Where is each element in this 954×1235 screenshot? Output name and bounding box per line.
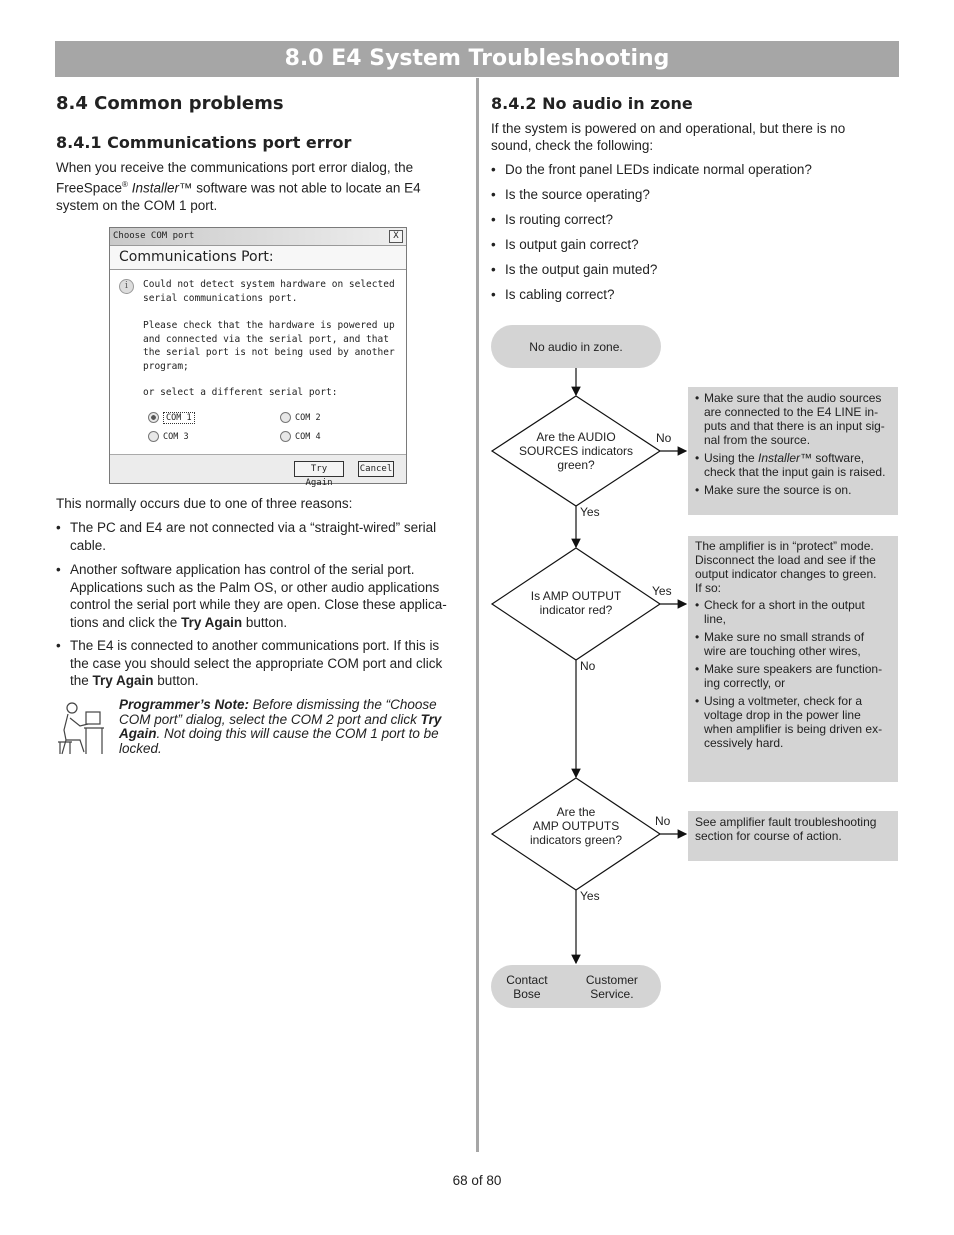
decision-2-text — [506, 589, 646, 617]
registered-mark: ® — [122, 180, 128, 189]
check-item: • Is output gain correct? — [491, 236, 639, 254]
reason-1-line-1: The PC and E4 are not connected via a “straight-wired” serial — [70, 520, 437, 535]
text-line: Make sure no small strands of — [704, 630, 865, 644]
reason-3-try-again: Try Again — [92, 673, 154, 688]
text-line: Using the — [704, 451, 759, 465]
radio-icon — [280, 431, 291, 442]
close-icon[interactable]: X — [389, 230, 403, 243]
action-box-audio-sources — [688, 387, 898, 515]
dialog-heading: Communications Port: — [110, 245, 406, 270]
reason-3-line-3: the — [70, 673, 93, 688]
d1-no-label: No — [656, 431, 672, 445]
protect-item-2 — [695, 630, 891, 658]
installer-italic: Installer — [758, 451, 801, 465]
check-item: • Is cabling correct? — [491, 286, 615, 304]
check-item: • Is the output gain muted? — [491, 261, 657, 279]
action-box-amp-fault — [688, 811, 898, 861]
reason-item-3 — [56, 637, 480, 690]
dialog-body — [110, 270, 406, 455]
dialog-message-2: Please check that the hardware is powered up and connected via the serial port, and that the serial port is not being used by another program; — [143, 320, 395, 372]
text-line: ing correctly, or — [704, 676, 786, 690]
d3-line-3: indicators green? — [529, 833, 623, 847]
note-text-1: Before dismissing the “Choose COM port” dialog, select the COM 2 port and click — [119, 697, 437, 727]
dialog-title: Choose COM port — [113, 231, 195, 241]
d1-line-1: Are the AUDIO — [536, 430, 616, 444]
radio-selected-icon — [148, 412, 159, 423]
text-line: are connected to the E4 LINE in- — [704, 405, 879, 419]
text-line: Make sure that the audio sources — [704, 391, 882, 405]
text-line: cessively hard. — [704, 736, 784, 750]
page-number: 68 of 80 — [452, 1173, 502, 1188]
reason-2-line-1: Another software application has control of the serial port. — [70, 562, 415, 577]
info-icon: i — [119, 279, 134, 294]
reason-3-line-1: The E4 is connected to another communications port. If this is — [70, 638, 440, 653]
d2-line-2: indicator red? — [539, 603, 613, 617]
protect-item-1 — [695, 598, 891, 626]
note-label: Programmer’s Note: — [119, 697, 250, 712]
check-item: • Do the front panel LEDs indicate normal operation? — [491, 161, 812, 179]
reason-3-line-3-end: button. — [153, 673, 199, 688]
reason-3-line-2: the case you should select the appropriate COM port and click — [70, 655, 443, 671]
text-line: line, — [704, 612, 727, 626]
check-item: • Is the source operating? — [491, 186, 650, 204]
intro-line-1: When you receive the communications port error dialog, the — [56, 160, 414, 175]
intro-paragraph — [56, 159, 466, 214]
radio-com4[interactable] — [280, 431, 321, 443]
radio-icon — [280, 412, 291, 423]
d2-line-1: Is AMP OUTPUT — [530, 589, 622, 603]
try-again-button[interactable]: Try Again — [294, 461, 344, 477]
reason-item-1 — [56, 519, 480, 554]
reason-item-2 — [56, 561, 480, 631]
end-line-2: Customer Service. — [585, 972, 638, 1001]
action-1-item-2 — [695, 451, 891, 479]
flow-end — [491, 965, 661, 1008]
note-text-2: . Not doing this will cause the COM 1 port to be locked. — [119, 726, 439, 756]
dialog-title-bar — [110, 228, 406, 245]
programmers-note — [119, 698, 459, 756]
d1-yes-label: Yes — [580, 505, 600, 519]
text-line: check that the input gain is raised. — [704, 465, 886, 479]
action-1-item-3: • Make sure the source is on. — [695, 483, 891, 497]
intro-freespace: FreeSpace — [56, 180, 123, 196]
d3-no-label: No — [655, 814, 671, 828]
subsection-title-no-audio: 8.4.2 No audio in zone — [491, 94, 693, 113]
page-header-banner: 8.0 E4 System Troubleshooting — [55, 41, 899, 77]
reason-2-line-3: control the serial port while they are open. Close these applica- — [70, 597, 447, 612]
reason-2-try-again: Try Again — [181, 614, 243, 630]
radio-icon — [148, 431, 159, 442]
action-1-item-1 — [695, 391, 891, 447]
reason-1-line-2: cable. — [70, 537, 107, 553]
reasons-intro: This normally occurs due to one of three reasons: — [56, 496, 353, 511]
text-line: wire are touching other wires, — [704, 644, 861, 658]
decision-3-text — [506, 805, 646, 847]
intro-line-3: system on the COM 1 port. — [56, 197, 218, 213]
no-audio-intro — [491, 120, 891, 154]
text-line: voltage drop in the power line — [704, 708, 861, 722]
no-audio-intro-line-1: If the system is powered on and operational, but there is no — [491, 121, 846, 136]
radio-com3[interactable] — [148, 431, 189, 443]
text-line: section for course of action. — [695, 829, 842, 843]
radio-com1-label: COM 1 — [163, 412, 195, 424]
reason-2-line-4: tions and click the — [70, 614, 182, 630]
text-line: The amplifier is in “protect” mode. — [695, 539, 874, 553]
text-line: Make sure speakers are function- — [704, 662, 883, 676]
radio-com1[interactable] — [148, 412, 195, 424]
radio-com2-label: COM 2 — [295, 413, 321, 423]
text-line: ™ software, — [800, 451, 865, 465]
d3-yes-label: Yes — [580, 889, 600, 903]
protect-intro — [695, 539, 891, 595]
radio-com3-label: COM 3 — [163, 432, 189, 442]
d1-line-2: SOURCES indicators — [518, 444, 634, 458]
text-line: See amplifier fault troubleshooting — [695, 815, 877, 829]
intro-line-2-rest: ™ software was not able to locate an E4 — [179, 180, 421, 196]
protect-item-3 — [695, 662, 891, 690]
text-line: Disconnect the load and see if the — [695, 553, 876, 567]
section-title: 8.4 Common problems — [56, 93, 284, 114]
text-line: If so: — [695, 581, 722, 595]
dialog-message-1: Could not detect system hardware on selected serial communications port. — [143, 279, 395, 304]
d2-no-label: No — [580, 659, 596, 673]
reason-2-line-4-end: button. — [242, 614, 288, 630]
subsection-title-comm-port: 8.4.1 Communications port error — [56, 133, 352, 152]
d1-line-3: green? — [557, 458, 595, 472]
radio-com4-label: COM 4 — [295, 432, 321, 442]
note-try-again: Try Again — [119, 711, 442, 741]
flow-start: No audio in zone. — [491, 325, 661, 368]
end-line-1: Contact Bose — [506, 972, 548, 1001]
reason-2-line-2: Applications such as the Palm OS, or other audio applications — [70, 579, 440, 595]
text-line: Check for a short in the output — [704, 598, 865, 612]
check-item: • Is routing correct? — [491, 211, 613, 229]
radio-com2[interactable] — [280, 412, 321, 424]
d3-line-2: AMP OUTPUTS — [532, 819, 620, 833]
text-line: puts and that there is an input sig- — [704, 419, 885, 433]
cancel-button[interactable]: Cancel — [358, 461, 394, 477]
text-line: Using a voltmeter, check for a — [704, 694, 863, 708]
d3-line-1: Are the — [556, 805, 596, 819]
text-line: nal from the source. — [704, 433, 811, 447]
text-line: output indicator changes to green. — [695, 567, 877, 581]
intro-installer: Installer — [131, 180, 179, 196]
no-audio-intro-line-2: sound, check the following: — [491, 138, 654, 153]
action-box-protect-mode — [688, 536, 898, 782]
text-line: when amplifier is being driven ex- — [704, 722, 883, 736]
protect-item-4 — [695, 694, 891, 750]
com-port-dialog — [109, 227, 407, 488]
decision-1-text — [506, 430, 646, 472]
dialog-message-3: or select a different serial port: — [143, 387, 338, 398]
programmer-icon — [56, 700, 108, 756]
d2-yes-label: Yes — [652, 584, 672, 598]
